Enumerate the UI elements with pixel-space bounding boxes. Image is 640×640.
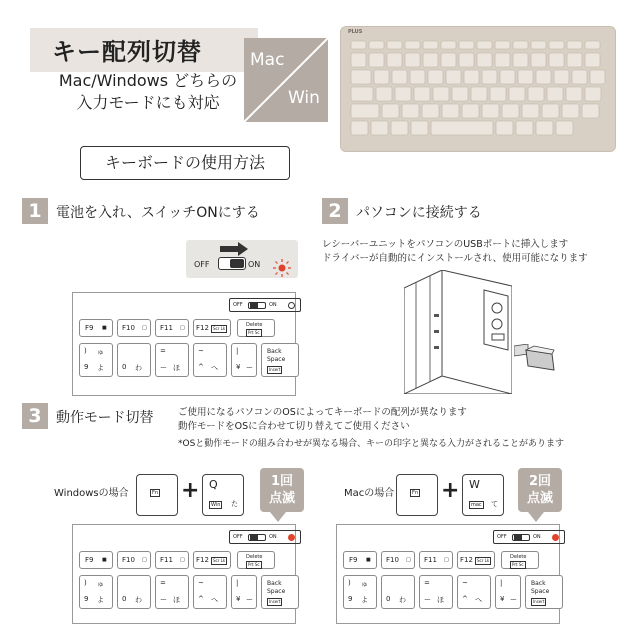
delete-key (237, 319, 275, 337)
keyboard-key (495, 41, 510, 49)
blink-twice-badge (518, 468, 562, 512)
fn-key-mac (396, 474, 438, 516)
q-key-letter: Q (209, 478, 218, 491)
delete-label: Delete (510, 554, 527, 560)
keyboard-key (414, 87, 430, 101)
arrow-right-icon (220, 242, 248, 256)
keyboard-key (428, 70, 443, 84)
keyboard-key (459, 41, 474, 49)
f12-key (193, 551, 231, 569)
pc-tower-icon (404, 270, 512, 394)
key-0 (117, 343, 151, 377)
f12-key (193, 319, 231, 337)
blink-label: 点滅 (526, 491, 553, 506)
volume-down-icon: □ (142, 325, 147, 331)
scrlk-label: Scr Lk (213, 558, 226, 563)
key-0 (117, 575, 151, 609)
keyboard-key (566, 87, 582, 101)
key-minus (155, 343, 189, 377)
f10-label: F10 (122, 556, 135, 564)
keyboard-key (405, 41, 420, 49)
keyboard-key (502, 104, 519, 118)
speaker-icon: ■ (102, 557, 107, 563)
key-0-main: 0 (122, 363, 127, 371)
step-3-badge: 3 (22, 403, 48, 429)
fn-key-windows (136, 474, 178, 516)
keyboard-diagram-windows (72, 524, 296, 624)
scrlk-label: Scr Lk (213, 326, 226, 331)
keyboard-key (462, 104, 479, 118)
keyboard-key (423, 53, 438, 67)
keyboard-key (549, 41, 564, 49)
keyboard-key (387, 41, 402, 49)
keyboard-keys-icon (341, 27, 617, 153)
step-3-note-1: ご使用になるパソコンのOSによってキーボードの配列が異なります (178, 407, 467, 418)
key-0-kana: わ (399, 596, 406, 604)
keyboard-key (376, 87, 392, 101)
keyboard-key (423, 41, 438, 49)
volume-up-icon: □ (444, 557, 449, 563)
step-2-badge: 2 (322, 198, 348, 224)
keyboard-key (464, 70, 479, 84)
keyboard-key (590, 70, 605, 84)
prtsc-label: Prt Sc (248, 562, 260, 567)
w-key-letter: W (469, 478, 480, 491)
fn-key-label: Fn (152, 490, 159, 496)
keyboard-key (495, 53, 510, 67)
key-minus-kana: ほ (173, 364, 180, 372)
keyboard-key (452, 87, 468, 101)
key-9 (343, 575, 377, 609)
keyboard-key (516, 121, 533, 135)
keyboard-key (585, 41, 600, 49)
mini-switch (512, 534, 530, 541)
switch-area (229, 298, 301, 312)
page-title: キー配列切替 (52, 38, 202, 66)
keyboard-key (351, 41, 366, 49)
mini-switch-knob (250, 303, 258, 308)
switch-area (229, 530, 301, 544)
keyboard-key (528, 87, 544, 101)
usb-receiver-icon (514, 344, 556, 374)
step-2-title: パソコンに接続する (356, 205, 482, 221)
mac-badge-label: Mac (250, 50, 285, 70)
f11-label: F11 (160, 556, 173, 564)
keyboard-key (374, 70, 389, 84)
f11-key (155, 551, 189, 569)
key-yen (495, 575, 521, 609)
q-key-windows (202, 474, 244, 516)
keyboard-key (582, 104, 599, 118)
callout-pointer-icon (528, 512, 544, 522)
f10-key (381, 551, 415, 569)
key-yen (231, 575, 257, 609)
key-yen-kana: ー (510, 596, 517, 604)
key-9-kana-shift: ゅ (361, 580, 368, 588)
switch-on-label: ON (533, 534, 541, 540)
keyboard-key (513, 53, 528, 67)
f9-key (79, 551, 113, 569)
keyboard-key (518, 70, 533, 84)
key-minus-main: ー (160, 596, 167, 604)
keyboard-key (441, 41, 456, 49)
mini-switch (248, 534, 266, 541)
volume-up-icon: □ (180, 325, 185, 331)
key-0-main: 0 (122, 595, 127, 603)
key-minus-shift: = (160, 347, 166, 355)
subtitle-line-1: Mac/Windows どちらの (58, 71, 238, 90)
keyboard-key (411, 121, 428, 135)
keyboard-key (500, 70, 515, 84)
keyboard-key (351, 70, 371, 84)
key-caret-kana: へ (211, 364, 218, 372)
plus-sign-mac: + (441, 478, 460, 503)
backspace-label-2: Space (267, 356, 286, 363)
mini-switch (248, 302, 266, 309)
key-9-shift: ) (84, 347, 87, 355)
f9-key (79, 319, 113, 337)
keyboard-key (351, 53, 366, 67)
key-minus-main: ー (160, 364, 167, 372)
keyboard-key (392, 70, 407, 84)
keyboard-key (585, 53, 600, 67)
plus-sign-windows: + (181, 478, 200, 503)
backspace-label-2: Space (267, 588, 286, 595)
keyboard-brand: PLUS (348, 29, 363, 35)
keyboard-key (496, 121, 513, 135)
subtitle (58, 70, 238, 114)
keyboard-key (572, 70, 587, 84)
keyboard-key (562, 104, 579, 118)
keyboard-key (431, 121, 493, 135)
blink-count: 2回 (528, 474, 552, 489)
callout-pointer-icon (270, 512, 286, 522)
keyboard-key (531, 53, 546, 67)
keyboard-key (405, 53, 420, 67)
step-2-note-1: レシーバーユニットをパソコンのUSBポートに挿入します (322, 239, 569, 250)
key-caret-kana: へ (475, 596, 482, 604)
keyboard-key (459, 53, 474, 67)
key-caret-shift: ~ (198, 347, 204, 355)
key-caret (193, 343, 227, 377)
keyboard-key (446, 70, 461, 84)
subtitle-line-2: 入力モードにも対応 (76, 93, 220, 112)
win-badge-label: Win (288, 88, 320, 108)
switch-off-label: OFF (233, 534, 243, 540)
delete-key (237, 551, 275, 569)
power-switch-knob (230, 259, 244, 268)
insert-label: Insert (269, 367, 281, 372)
keyboard-key (536, 70, 551, 84)
volume-up-icon: □ (180, 557, 185, 563)
key-caret (193, 575, 227, 609)
keyboard-key (395, 87, 411, 101)
insert-label: Insert (533, 599, 545, 604)
f10-label: F10 (122, 324, 135, 332)
key-0-main: 0 (386, 595, 391, 603)
key-0 (381, 575, 415, 609)
keyboard-key (554, 70, 569, 84)
keyboard-key (567, 53, 582, 67)
key-0-kana: わ (135, 596, 142, 604)
delete-label: Delete (246, 554, 263, 560)
f9-key (343, 551, 377, 569)
f9-label: F9 (349, 556, 358, 564)
backspace-label-1: Back (267, 580, 282, 587)
key-minus (155, 575, 189, 609)
backspace-label-2: Space (531, 588, 550, 595)
led-blink-icon (272, 258, 292, 278)
keyboard-key (531, 41, 546, 49)
key-9-shift: ) (84, 579, 87, 587)
backspace-key (261, 575, 299, 609)
speaker-icon: ■ (102, 325, 107, 331)
led-icon (288, 534, 295, 541)
key-0-kana: わ (135, 364, 142, 372)
key-caret-kana: へ (211, 596, 218, 604)
backspace-key (261, 343, 299, 377)
keyboard-key (387, 53, 402, 67)
key-yen-shift: | (236, 347, 239, 355)
keyboard-key (482, 104, 499, 118)
key-9-main: 9 (84, 595, 89, 603)
delete-key (501, 551, 539, 569)
windows-mode-label: Windowsの場合 (54, 488, 129, 499)
key-9-main: 9 (348, 595, 353, 603)
led-icon (552, 534, 559, 541)
keyboard-key (391, 121, 408, 135)
delete-label: Delete (246, 322, 263, 328)
key-9-kana: よ (361, 596, 368, 604)
keyboard-key (351, 104, 379, 118)
key-yen-shift: | (236, 579, 239, 587)
keyboard-key (369, 41, 384, 49)
key-minus (419, 575, 453, 609)
backspace-label-1: Back (531, 580, 546, 587)
f10-key (117, 319, 151, 337)
win-key-label: Win (211, 502, 221, 508)
keyboard-key (477, 53, 492, 67)
switch-off-label: OFF (233, 302, 243, 308)
key-minus-shift: = (160, 579, 166, 587)
mini-switch-knob (514, 535, 522, 540)
key-minus-main: ー (424, 596, 431, 604)
f10-key (117, 551, 151, 569)
keyboard-key (490, 87, 506, 101)
volume-down-icon: □ (142, 557, 147, 563)
switch-off-label: OFF (194, 260, 210, 269)
step-1-title: 電池を入れ、スイッチONにする (56, 205, 260, 221)
keyboard-key (513, 41, 528, 49)
keyboard-key (542, 104, 559, 118)
key-9-kana: よ (97, 364, 104, 372)
keyboard-key (422, 104, 439, 118)
key-9 (79, 575, 113, 609)
keyboard-key (522, 104, 539, 118)
key-caret (457, 575, 491, 609)
insert-label: Insert (269, 599, 281, 604)
key-9-shift: ) (348, 579, 351, 587)
f10-label: F10 (386, 556, 399, 564)
step-2-note-2: ドライバーが自動的にインストールされ、使用可能になります (322, 253, 588, 264)
key-caret-main: ^ (198, 363, 204, 371)
keyboard-key (433, 87, 449, 101)
key-yen-kana: ー (246, 364, 253, 372)
led-icon (288, 302, 295, 309)
w-key-mac (462, 474, 504, 516)
f11-key (155, 319, 189, 337)
key-9-kana-shift: ゅ (97, 348, 104, 356)
w-key-kana: て (491, 500, 498, 508)
keyboard-key (482, 70, 497, 84)
step-3-note-3: *OSと動作モードの組み合わせが異なる場合、キーの印字と異なる入力がされることがあります (178, 439, 564, 449)
backspace-key (525, 575, 563, 609)
step-3-title: 動作モード切替 (56, 410, 154, 426)
keyboard-key (585, 87, 601, 101)
key-yen-main: ¥ (236, 595, 241, 603)
keyboard-key (382, 104, 399, 118)
switch-off-label: OFF (497, 534, 507, 540)
key-9-main: 9 (84, 363, 89, 371)
mac-mode-label: Macの場合 (344, 488, 395, 499)
prtsc-label: Prt Sc (248, 330, 260, 335)
f9-label: F9 (85, 556, 94, 564)
key-caret-main: ^ (462, 595, 468, 603)
key-yen-shift: | (500, 579, 503, 587)
key-minus-kana: ほ (437, 596, 444, 604)
step-3-note-2: 動作モードをOSに合わせて切り替えてご使用ください (178, 421, 410, 432)
keyboard-key (471, 87, 487, 101)
key-minus-shift: = (424, 579, 430, 587)
keyboard-key (441, 53, 456, 67)
keyboard-key (549, 53, 564, 67)
switch-on-label: ON (269, 534, 277, 540)
blink-count: 1回 (270, 474, 294, 489)
keyboard-key (351, 87, 373, 101)
f12-key (457, 551, 495, 569)
mini-switch-knob (250, 535, 258, 540)
section-heading: キーボードの使用方法 (104, 153, 265, 172)
q-key-kana: た (231, 500, 238, 508)
prtsc-label: Prt Sc (512, 562, 524, 567)
keyboard-photo (340, 26, 616, 152)
f11-label: F11 (160, 324, 173, 332)
key-yen-kana: ー (246, 596, 253, 604)
mac-key-label: mac (471, 502, 482, 508)
key-caret-shift: ~ (462, 579, 468, 587)
scrlk-label: Scr Lk (477, 558, 490, 563)
speaker-icon: ■ (366, 557, 371, 563)
keyboard-key (509, 87, 525, 101)
keyboard-diagram-mac (336, 524, 560, 624)
key-yen (231, 343, 257, 377)
f12-label: F12 (460, 556, 473, 564)
key-caret-main: ^ (198, 595, 204, 603)
keyboard-key (402, 104, 419, 118)
f9-label: F9 (85, 324, 94, 332)
key-9-kana: よ (97, 596, 104, 604)
switch-area (493, 530, 565, 544)
keyboard-key (371, 121, 388, 135)
blink-once-badge (260, 468, 304, 512)
keyboard-key (351, 121, 368, 135)
step-1-badge: 1 (22, 198, 48, 224)
backspace-label-1: Back (267, 348, 282, 355)
fn-key-label: Fn (412, 490, 419, 496)
f11-label: F11 (424, 556, 437, 564)
switch-on-label: ON (269, 302, 277, 308)
switch-on-label: ON (248, 260, 261, 269)
keyboard-key (556, 121, 573, 135)
blink-label: 点滅 (268, 491, 295, 506)
key-yen-main: ¥ (236, 363, 241, 371)
keyboard-key (547, 87, 563, 101)
keyboard-key (477, 41, 492, 49)
f11-key (419, 551, 453, 569)
keyboard-key (410, 70, 425, 84)
keyboard-diagram-step-1 (72, 292, 296, 396)
key-caret-shift: ~ (198, 579, 204, 587)
key-yen-main: ¥ (500, 595, 505, 603)
f12-label: F12 (196, 324, 209, 332)
keyboard-key (369, 53, 384, 67)
volume-down-icon: □ (406, 557, 411, 563)
keyboard-key (442, 104, 459, 118)
key-9-kana-shift: ゅ (97, 580, 104, 588)
keyboard-key (536, 121, 553, 135)
f12-label: F12 (196, 556, 209, 564)
key-9 (79, 343, 113, 377)
key-minus-kana: ほ (173, 596, 180, 604)
keyboard-key (567, 41, 582, 49)
